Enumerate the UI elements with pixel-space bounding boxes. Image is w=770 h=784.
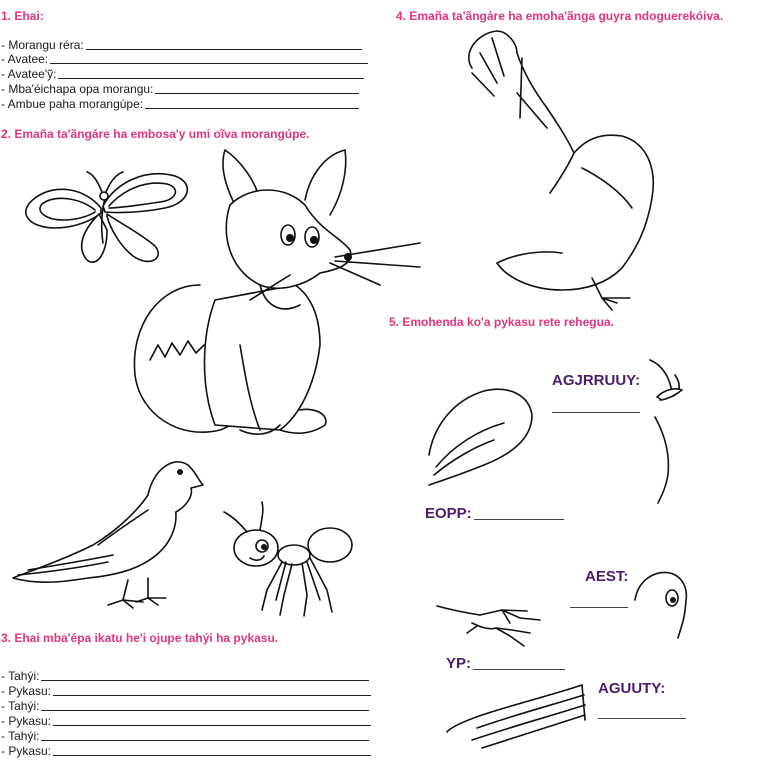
answer-blank-5[interactable] bbox=[598, 718, 686, 719]
fox-icon[interactable] bbox=[130, 145, 420, 445]
answer-line[interactable] bbox=[58, 77, 364, 79]
bird-body-icon[interactable] bbox=[462, 28, 662, 313]
dove-icon[interactable] bbox=[8, 450, 213, 615]
answer-line[interactable] bbox=[86, 48, 362, 50]
pigeon-wing-icon[interactable] bbox=[424, 385, 534, 490]
dialogue-line: - Tahýi: bbox=[1, 669, 369, 683]
answer-blank-3[interactable] bbox=[570, 607, 628, 608]
dialogue-line: - Tahýi: bbox=[1, 699, 369, 713]
scramble-word-2: EOPP: bbox=[425, 505, 564, 522]
answer-line[interactable] bbox=[41, 679, 369, 681]
dialogue-line: - Pykasu: bbox=[1, 714, 371, 728]
form-line-habitat: - Avatee: bbox=[1, 52, 368, 66]
scramble-word-3: AEST: bbox=[585, 568, 629, 585]
scramble-word-4: YP: bbox=[446, 655, 565, 672]
answer-blank-2[interactable] bbox=[474, 519, 564, 520]
section4-heading: 4. Emaña ta'ãngáre ha emoha'ãnga guyra ndoguerekóiva. bbox=[396, 9, 724, 23]
dialogue-line: - Pykasu: bbox=[1, 744, 371, 758]
form-line-name: - Morangu réra: bbox=[1, 38, 362, 52]
answer-line[interactable] bbox=[53, 724, 371, 726]
section5-heading: 5. Emohenda ko'a pykasu rete rehegua. bbox=[389, 315, 614, 329]
answer-blank-1[interactable] bbox=[552, 412, 640, 413]
answer-line[interactable] bbox=[53, 694, 371, 696]
pigeon-feet-icon[interactable] bbox=[432, 598, 552, 648]
form-line-other: - Ambue paha morangúpe: bbox=[1, 97, 359, 111]
dialogue-line: - Pykasu: bbox=[1, 684, 371, 698]
section2-heading: 2. Emaña ta'ãngáre ha embosa'y umi oĩva morangúpe. bbox=[1, 127, 310, 141]
answer-line[interactable] bbox=[145, 107, 359, 109]
scramble-word-1: AGJRRUUY: bbox=[552, 372, 641, 389]
section3-heading: 3. Ehai mba'épa ikatu he'i ojupe tahýi ha pykasu. bbox=[1, 631, 279, 645]
pigeon-head-icon[interactable] bbox=[630, 570, 690, 640]
pigeon-leg-icon[interactable] bbox=[640, 355, 690, 505]
answer-blank-4[interactable] bbox=[473, 669, 565, 670]
scramble-word-5: AGUUTY: bbox=[598, 680, 666, 697]
answer-line[interactable] bbox=[41, 709, 369, 711]
dialogue-line: - Tahýi: bbox=[1, 729, 369, 743]
answer-line[interactable] bbox=[155, 92, 359, 94]
answer-line[interactable] bbox=[50, 62, 368, 64]
pigeon-tail-icon[interactable] bbox=[442, 680, 592, 755]
form-line-food: - Avatee'ỹ: bbox=[1, 67, 364, 81]
pigeon-beak-icon[interactable] bbox=[652, 382, 687, 407]
answer-line[interactable] bbox=[53, 754, 371, 756]
ant-icon[interactable] bbox=[222, 500, 357, 620]
section1-heading: 1. Ehai: bbox=[1, 9, 44, 23]
form-line-description: - Mba'éichapa opa morangu: bbox=[1, 82, 359, 96]
answer-line[interactable] bbox=[41, 739, 369, 741]
